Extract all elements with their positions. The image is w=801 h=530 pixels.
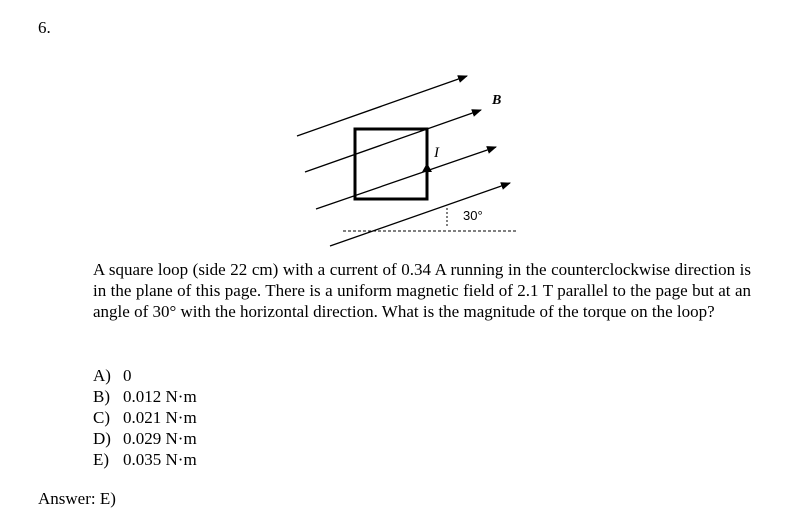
answer-choices [93, 365, 197, 470]
current-label: I [434, 145, 439, 161]
angle-label: 30° [463, 208, 483, 223]
question-text: A square loop (side 22 cm) with a current of 0.34 A running in the counterclockwise direction is in the plane of this page. There is a uniform magnetic field of 2.1 T parallel to the page but at an angle of 30° with the horizontal direction. What is the magnitude of the torque on the loop? [93, 260, 751, 321]
field-line-2 [305, 110, 481, 172]
choice-b[interactable]: B) 0.012 N·m [93, 387, 197, 406]
choice-a[interactable]: A) 0 [93, 366, 132, 385]
field-line-4 [330, 183, 510, 246]
answer-key: Answer: E) [38, 489, 116, 508]
magnetic-field-diagram [0, 0, 801, 260]
current-arrow-icon [422, 163, 432, 172]
question-number: 6. [38, 18, 51, 37]
choice-c[interactable]: C) 0.021 N·m [93, 408, 197, 427]
square-loop [355, 129, 427, 199]
choice-e[interactable]: E) 0.035 N·m [93, 450, 197, 469]
choice-d[interactable]: D) 0.029 N·m [93, 429, 197, 448]
field-label: B [492, 93, 502, 108]
field-line-1 [297, 76, 467, 136]
